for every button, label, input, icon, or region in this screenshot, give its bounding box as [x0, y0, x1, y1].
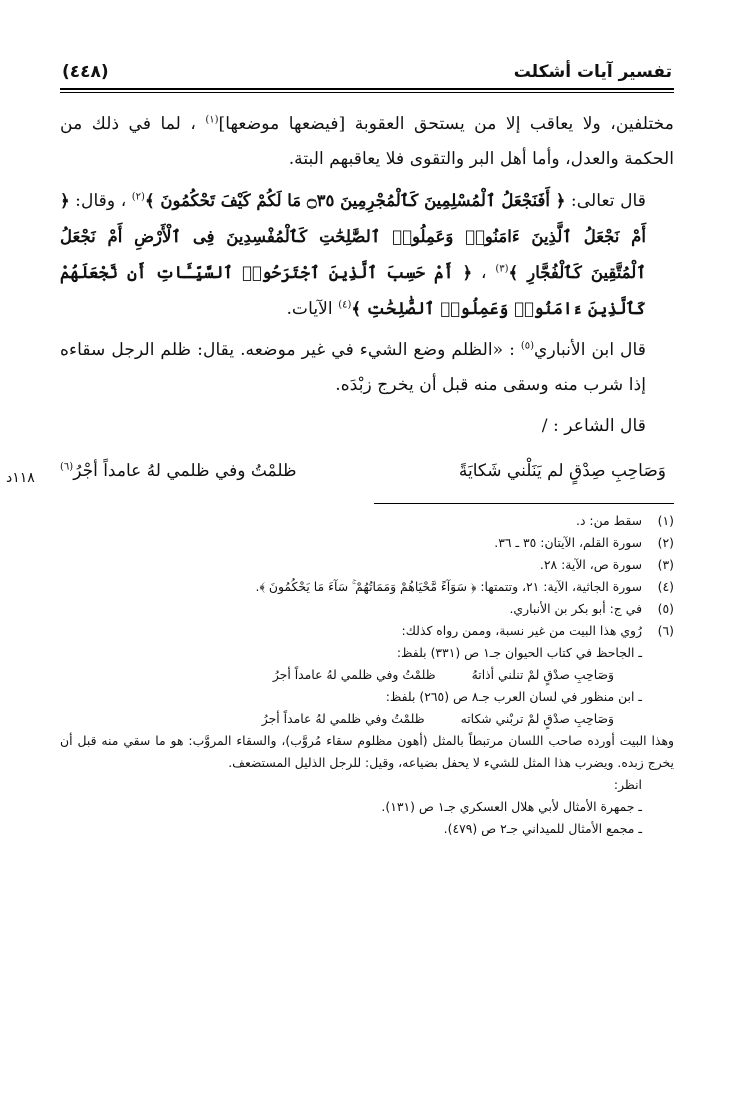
footnote-6-poem-2: وَصَاحِبِ صدْقٍ لمْ تربْني شكاته ظلمْتُ وفي ظلمي لهُ عامداً أجرُ — [261, 711, 614, 726]
manuscript-margin-note: ١١٨د — [6, 470, 35, 486]
footnote: (١) سقط من: د. — [576, 513, 674, 528]
footnote-6-ref-1: ـ جمهرة الأمثال لأبي هلال العسكري جـ١ ص (١٣١). — [381, 799, 642, 814]
footnote-ref-5: (٥) — [520, 340, 534, 352]
footnote-separator — [374, 503, 674, 504]
footnote-ref-6: (٦) — [60, 461, 74, 473]
poetry-verse — [60, 450, 674, 489]
footnote: (٦) رُوي هذا البيت من غير نسبة، وممن رواه كذلك: — [401, 623, 674, 638]
header-rule-thin — [60, 92, 674, 93]
footnote-6-poem-1: وَصَاحِبِ صدْقٍ لمْ تنلني أذاتهُ ظلمْتُ وفي ظلمي لهُ عامداً أجرُ — [272, 667, 614, 682]
running-title: تفسير آيات أشكلت — [513, 62, 672, 82]
footnote: (٢) سورة القلم، الآيتان: ٣٥ ـ ٣٦. — [494, 535, 674, 550]
quran-verse-3: ﴿ أَمْ حَسِبَ ٱلَّذِينَ ٱجْتَرَحُوا۟ ٱلسَّيِّـَٔاتِ أَن نَّجْعَلَهُمْ كَٱلَّذِينَ ءَامَنُوا۟ وَعَمِلُوا۟ ٱلصَّٰلِحَٰتِ ﴾ — [60, 263, 646, 318]
page-number: (٤٤٨) — [62, 62, 109, 82]
footnote-ref-1: (١) — [205, 114, 219, 126]
footnote: (٤) سورة الجاثية، الآية: ٢١، وتتمتها: ﴿ سَوَآءً مَّحْيَاهُمْ وَمَمَاتُهُمْ ۚ سَآءَ مَا يَحْكُمُونَ ﴾. — [255, 579, 674, 594]
paragraph-4: قال الشاعر : / — [541, 416, 646, 436]
quran-verse-2: ﴿ أَمْ نَجْعَلُ ٱلَّذِينَ ءَامَنُوا۟ وَعَمِلُوا۟ ٱلصَّٰلِحَٰتِ كَٱلْمُفْسِدِينَ فِى ٱلْأَرْضِ أَمْ نَجْعَلُ ٱلْمُتَّقِينَ كَٱلْفُجَّارِ ﴾ — [60, 191, 646, 282]
footnote-6-line: ـ الجاحظ في كتاب الحيوان جـ١ ص (٣٣١) بلفظ: — [396, 645, 642, 660]
running-header — [60, 62, 674, 88]
page — [60, 62, 674, 840]
main-text — [60, 107, 674, 489]
footnote-ref-2: (٢) — [131, 191, 145, 203]
quran-verse-1: ﴿ أَفَنَجْعَلُ ٱلْمُسْلِمِينَ كَٱلْمُجْرِمِينَ ۝٣٥ مَا لَكُمْ كَيْفَ تَحْكُمُونَ ﴾ — [144, 191, 566, 210]
footnote-6-ref-2: ـ مجمع الأمثال للميداني جـ٢ ص (٤٧٩). — [443, 821, 642, 836]
paragraph-2: قال تعالى: ﴿ أَفَنَجْعَلُ ٱلْمُسْلِمِينَ كَٱلْمُجْرِمِينَ ۝٣٥ مَا لَكُمْ كَيْفَ تَحْكُمُونَ ﴾$^{(٢)}$ ، وقال: ﴿ أَمْ نَجْعَلُ ٱلَّذِينَ ءَامَنُوا۟ وَعَمِلُوا۟ ٱلصَّٰلِحَٰتِ كَٱلْمُفْسِدِينَ فِى ٱلْأَرْضِ أَمْ نَجْعَلُ ٱلْمُتَّقِينَ كَٱلْفُجَّارِ ﴾$^{(٣)}$ ، ﴿ أَمْ حَسِبَ ٱلَّذِينَ ٱجْتَرَحُوا۟ ٱلسَّيِّـَٔاتِ أَن نَّجْعَلَهُمْ كَٱلَّذِينَ ءَامَنُوا۟ وَعَمِلُوا۟ ٱلصَّٰلِحَٰتِ ﴾$^{(٤)}$ الآيات. — [60, 191, 647, 319]
footnote-6-line: ـ ابن منظور في لسان العرب جـ٨ ص (٢٦٥) بلفظ: — [385, 689, 642, 704]
footnote-ref-4: (٤) — [338, 299, 352, 311]
footnotes — [60, 510, 674, 840]
header-rule — [60, 88, 674, 90]
verse-first-hemistich: وَصَاحِبِ صِدْقٍ لم يَنَلْني شَكايَةً — [458, 461, 666, 481]
paragraph-3: قال ابن الأنباري$^{(٥)}$ : «الظلم وضع الشيء في غير موضعه. يقال: ظلم الرجل سقاءه إذا شرب منه وسقى منه قبل أن يخرج زبْدَه. — [60, 340, 646, 395]
verse-second-hemistich: ظلمْتُ وفي ظلمي لهُ عامداً أجْرُ$^{(٦)}$ — [60, 461, 297, 481]
paragraph-1: مختلفين، ولا يعاقب إلا من يستحق العقوبة [فيضعها موضعها]$^{(١)}$ ، لما في ذلك من الحكمة والعدل، وأما أهل البر والتقوى فلا يعاقبهم البتة. — [60, 114, 674, 169]
footnote-ref-3: (٣) — [495, 263, 509, 275]
footnote-6-see: انظر: — [613, 777, 642, 792]
footnote-6-explanation: وهذا البيت أورده صاحب اللسان مرتبطاً بالمثل (أهون مظلوم سقاء مُروَّب)، والسقاء المروَّب: هو ما سقي منه قبل أن يخرج زبده. ويضرب هذا المثل للشيء لا يحفل بضياعه، وقيل: للرجل الذليل المستضعف. — [60, 733, 674, 770]
footnote: (٥) في ج: أبو بكر بن الأنباري. — [509, 601, 674, 616]
footnote: (٣) سورة ص، الآية: ٢٨. — [539, 557, 674, 572]
